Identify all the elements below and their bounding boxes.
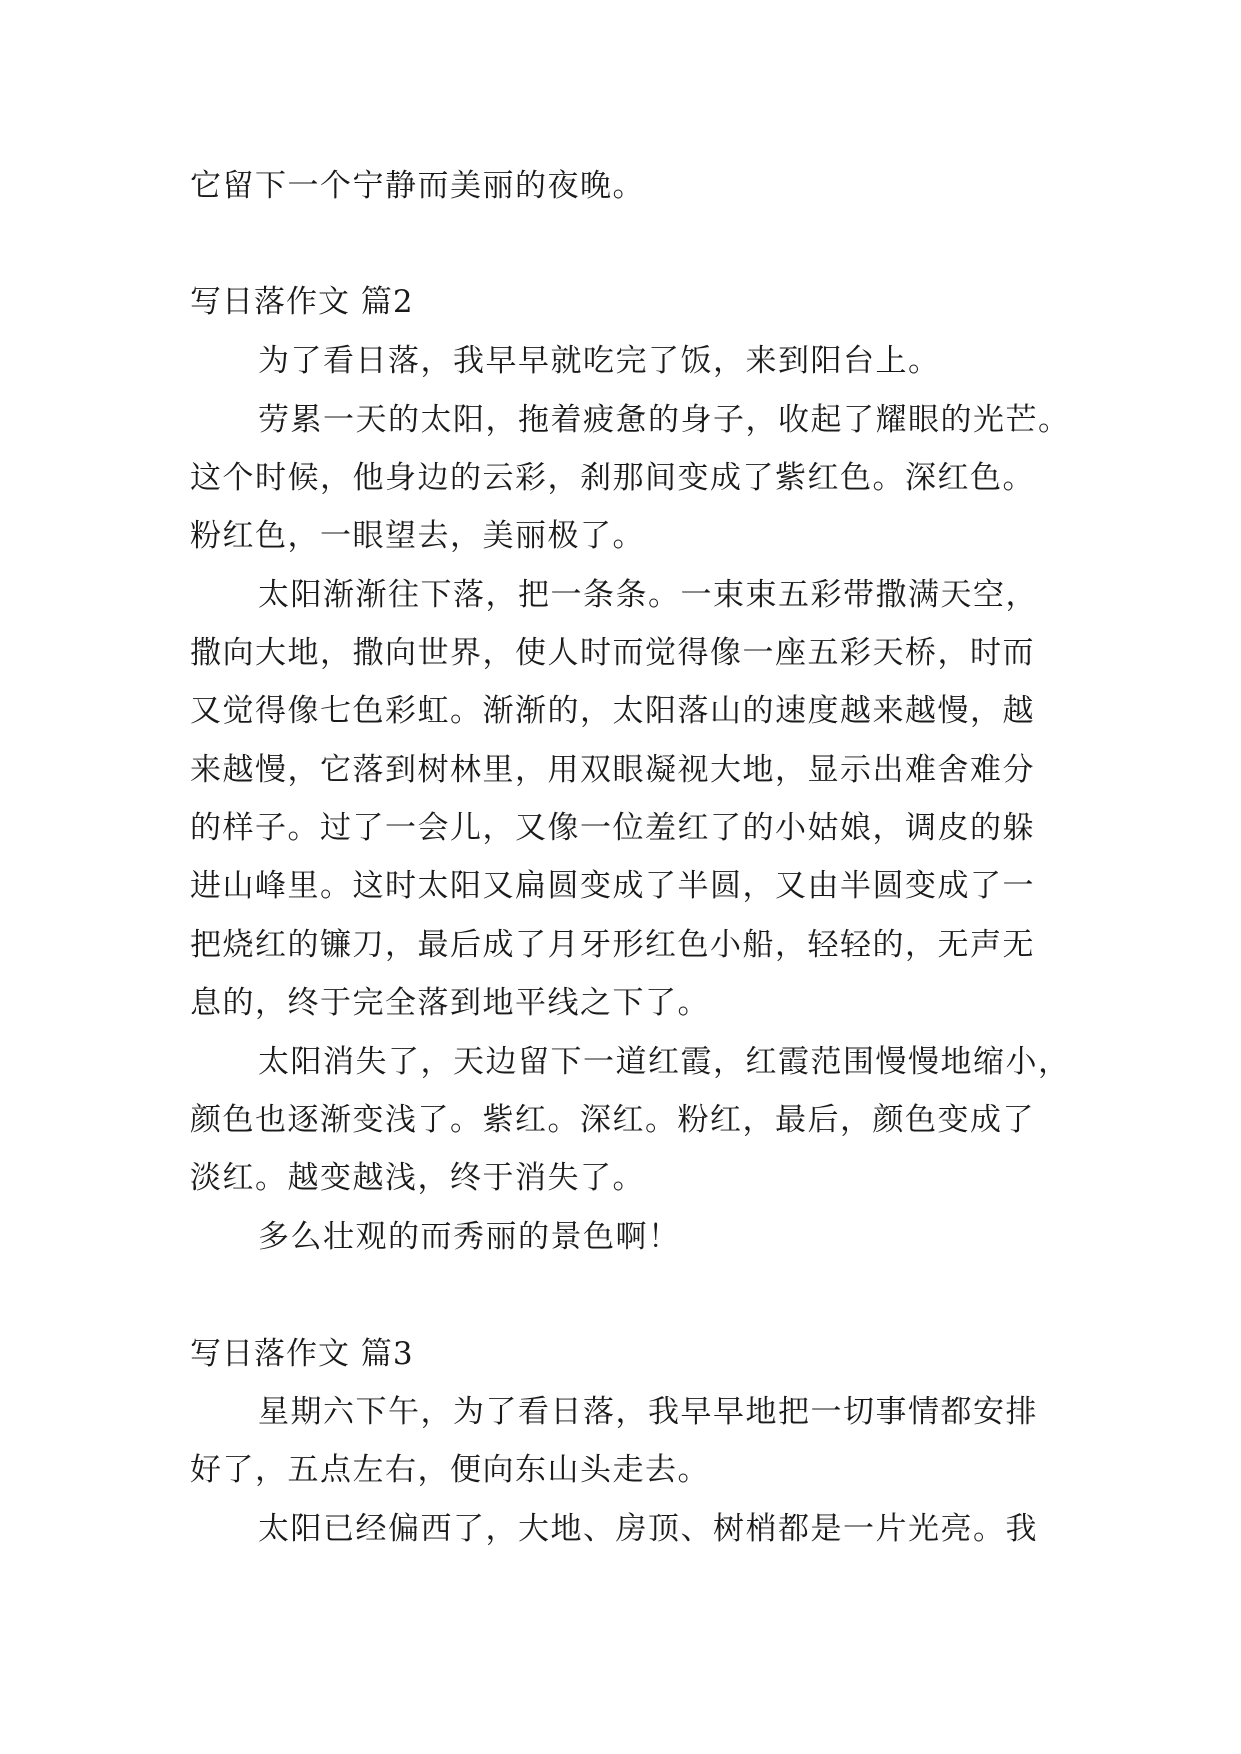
paragraph-line: 颜色也逐渐变浅了。紫红。深红。粉红，最后，颜色变成了 bbox=[190, 1102, 1035, 1138]
paragraph-line: 把烧红的镰刀，最后成了月牙形红色小船，轻轻的，无声无 bbox=[190, 927, 1035, 963]
paragraph-line: 来越慢，它落到树林里，用双眼凝视大地，显示出难舍难分 bbox=[190, 752, 1035, 788]
paragraph-line: 劳累一天的太阳，拖着疲惫的身子，收起了耀眼的光芒。 bbox=[258, 402, 1071, 438]
paragraph-line: 好了，五点左右，便向东山头走去。 bbox=[190, 1452, 710, 1488]
section-heading-3: 写日落作文 篇3 bbox=[190, 1336, 414, 1372]
paragraph-line: 的样子。过了一会儿，又像一位羞红了的小姑娘，调皮的躲 bbox=[190, 810, 1035, 846]
paragraph-line: 进山峰里。这时太阳又扁圆变成了半圆，又由半圆变成了一 bbox=[190, 868, 1035, 904]
paragraph-line: 星期六下午，为了看日落，我早早地把一切事情都安排 bbox=[258, 1394, 1038, 1430]
paragraph-line: 太阳消失了，天边留下一道红霞，红霞范围慢慢地缩小， bbox=[258, 1044, 1071, 1080]
paragraph-line: 淡红。越变越浅，终于消失了。 bbox=[190, 1160, 645, 1196]
paragraph-line: 粉红色，一眼望去，美丽极了。 bbox=[190, 518, 645, 554]
paragraph-line: 太阳渐渐往下落，把一条条。一束束五彩带撒满天空， bbox=[258, 577, 1038, 613]
paragraph-line: 为了看日落，我早早就吃完了饭，来到阳台上。 bbox=[258, 343, 941, 379]
paragraph-line: 息的，终于完全落到地平线之下了。 bbox=[190, 985, 710, 1021]
paragraph-line: 这个时候，他身边的云彩，刹那间变成了紫红色。深红色。 bbox=[190, 460, 1035, 496]
paragraph-line: 多么壮观的而秀丽的景色啊！ bbox=[258, 1219, 681, 1255]
paragraph-line: 又觉得像七色彩虹。渐渐的，太阳落山的速度越来越慢，越 bbox=[190, 693, 1035, 729]
paragraph-line: 它留下一个宁静而美丽的夜晚。 bbox=[190, 168, 645, 204]
section-heading-2: 写日落作文 篇2 bbox=[190, 284, 414, 320]
paragraph-line: 撒向大地，撒向世界，使人时而觉得像一座五彩天桥，时而 bbox=[190, 635, 1035, 671]
paragraph-line: 太阳已经偏西了，大地、房顶、树梢都是一片光亮。我 bbox=[258, 1511, 1038, 1547]
